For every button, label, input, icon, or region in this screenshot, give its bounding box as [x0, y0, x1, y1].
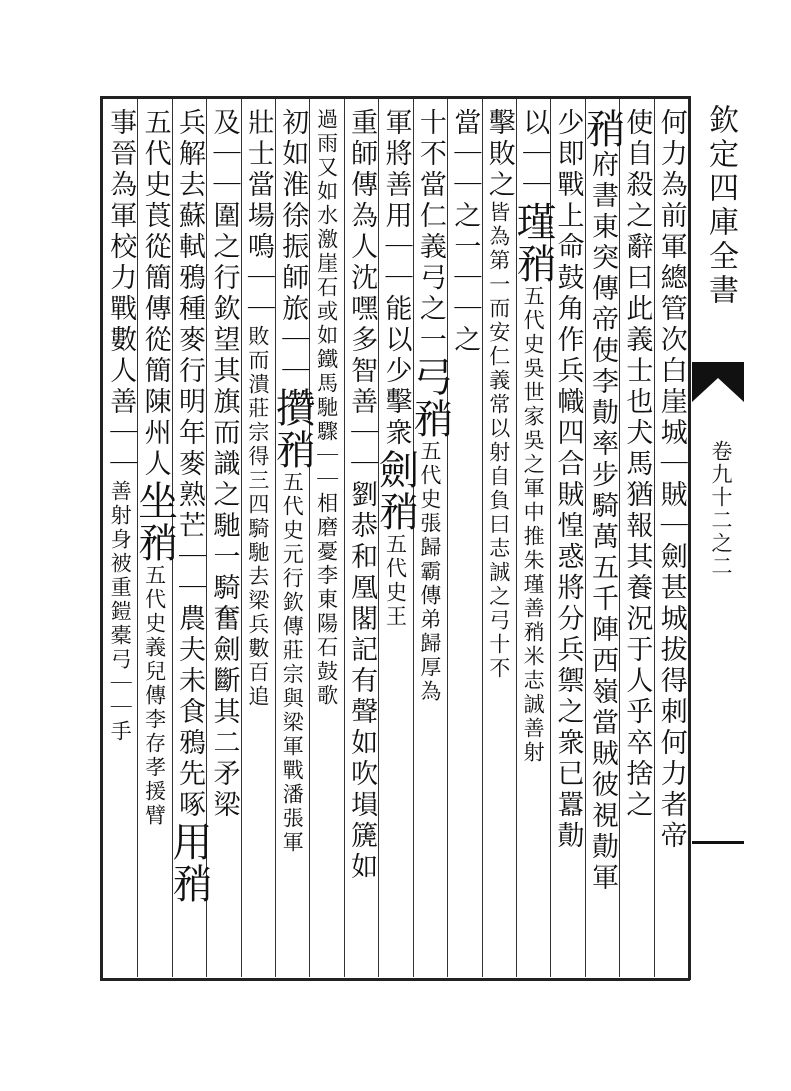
body-text: 兵解去蘇軾鴉種麥行明年麥熟芒｜｜農夫未食鴉先啄: [174, 108, 206, 821]
book-title: 欽定四庫全書: [703, 104, 738, 308]
body-text: 壯士當場鳴｜｜: [242, 108, 274, 325]
annotation-text: 五代史吳世家吳之軍中推朱瑾善矟米志誠善射: [521, 285, 546, 765]
fishtail-bottom-line-icon: [690, 838, 746, 848]
frame-top-border: [100, 96, 690, 99]
body-text: 何力為前軍總管次白崖城｜賊｜劍甚城拔得刺何力者帝: [655, 108, 687, 852]
headword: 瑾矟: [510, 201, 557, 285]
body-text: 十不當仁義弓之一: [414, 108, 446, 356]
body-text: 事晉為軍校力戰數人善｜｜: [105, 108, 137, 480]
body-text: 以｜｜: [518, 108, 550, 201]
annotation-text: 善射身被重鎧橐弓｜｜手: [108, 480, 133, 744]
body-text: 重師傳為人沈嘿多智善｜｜劉恭和凰閣記有聲如吹塤篪如: [346, 108, 378, 883]
chapter-label: 卷九十二之二: [709, 440, 733, 578]
body-text: 及｜｜圍之行欽望其旗而識之馳一騎奮劍斷其二矛梁: [208, 108, 240, 821]
text-column: [95, 108, 145, 970]
headword: 劍矟: [372, 449, 419, 533]
headword: 坐矟: [131, 480, 178, 564]
body-text: 使自殺之辭曰此義士也犬馬猶報其養況于人乎卒捨之: [621, 108, 653, 821]
body-text: 初如淮徐振師旅｜｜: [277, 108, 309, 387]
body-text: 五代史莨從簡傳從簡陳州人: [139, 108, 171, 480]
body-text: 府書東突傳帝使李勣率步騎萬五千陣西嶺當賊彼視勣軍: [586, 150, 618, 894]
headword: 用矟: [166, 821, 213, 905]
body-text: 少即戰上命鼓角作兵幟四合賊惶惑將分兵禦之衆已囂勣: [552, 108, 584, 852]
annotation-text: 皆為第一而安仁義常以射自負曰志誠之弓十不: [486, 201, 511, 681]
headword: 攢矟: [269, 387, 316, 471]
headword: 矟: [578, 108, 625, 150]
headword: 弓矟: [406, 356, 453, 440]
body-text: 軍將善用｜｜能以少擊衆: [380, 108, 412, 449]
annotation-text: 五代史義兒傳李存孝援臂: [142, 564, 167, 828]
annotation-text: 五代史元行欽傳莊宗與梁軍戰潘張軍: [280, 471, 305, 855]
annotation-text: 五代史王: [383, 533, 408, 629]
annotation-text: 五代史張歸霸傳弟歸厚為: [417, 440, 442, 704]
frame-bottom-border: [100, 978, 690, 981]
annotation-text: 過雨又如水激崖石或如鐵馬馳驟｜｜相磨憂李東陽石鼓歌: [314, 108, 339, 708]
fishtail-mark-icon: [690, 360, 746, 404]
body-text: 擊敗之: [483, 108, 515, 201]
body-text: 當｜｜之一｜｜之: [449, 108, 481, 356]
annotation-text: 敗而潰莊宗得三四騎馳去梁兵數百追: [245, 325, 270, 709]
